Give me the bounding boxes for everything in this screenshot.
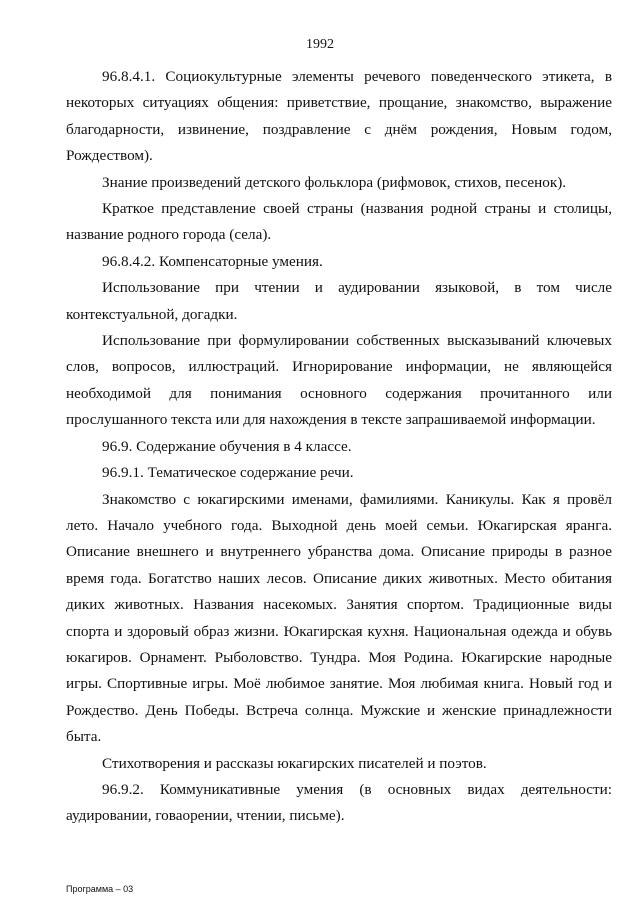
- paragraph-poems-stories: Стихотворения и рассказы юкагирских писателей и поэтов.: [102, 754, 487, 772]
- paragraph-socio-cultural-elements: 96.8.4.1. Социокультурные элементы речевого поведенческого этикета, в некоторых ситуациях общения: приветствие, прощание, знакомство, выражение благодарности, извинение, поздравление с днём рождения, Новым годом, Рождеством).: [66, 68, 612, 165]
- paragraph-folklore-knowledge: Знание произведений детского фольклора (рифмовок, стихов, песенок).: [102, 173, 567, 191]
- paragraph-communicative-skills: 96.9.2. Коммуникативные умения (в основных видах деятельности: аудировании, говаорении, чтении, письме).: [66, 780, 612, 825]
- page-footer: Программа – 03: [66, 884, 134, 894]
- paragraph-country-representation: Краткое представление своей страны (названия родной страны и столицы, название родного города (села).: [66, 200, 612, 244]
- paragraph-thematic-topics: Знакомство с юкагирскими именами, фамилиями. Каникулы. Как я провёл лето. Начало учебного года. Выходной день моей семьи. Юкагирская яранга. Описание внешнего и внутреннего убранства дома. Описание природы в разное время года. Богатство наших лесов. Описание диких животных. Место обитания диких животных. Названия насекомых. Занятия спортом. Традиционные виды спорта и здоровый образ жизни. Юкагирская кухня. Национальная одежда и обувь юкагиров. Орнамент. Рыболовство. Тундра. Моя Родина. Юкагирские народные игры. Спортивные игры. Моё любимое занятие. Моя любимая книга. Новый год и Рождество. День Победы. Встреча солнца. Мужские и женские принадлежности быта.: [66, 490, 612, 746]
- paragraph-grade4-content-heading: 96.9. Содержание обучения в 4 классе.: [102, 437, 352, 455]
- paragraph-contextual-guess: Использование при чтении и аудировании языковой, в том числе контекстуальной, догадки.: [66, 279, 612, 323]
- page-number: 1992: [306, 37, 334, 52]
- paragraph-compensatory-skills-heading: 96.8.4.2. Компенсаторные умения.: [102, 252, 323, 270]
- document-body: [66, 64, 612, 830]
- paragraph-keywords-usage: Использование при формулировании собственных высказываний ключевых слов, вопросов, иллюстраций. Игнорирование информации, не являющейся необходимой для понимания основного содержания прочитанного или прослушанного текста или для нахождения в тексте запрашиваемой информации.: [66, 332, 612, 429]
- paragraph-thematic-content-heading: 96.9.1. Тематическое содержание речи.: [102, 464, 354, 482]
